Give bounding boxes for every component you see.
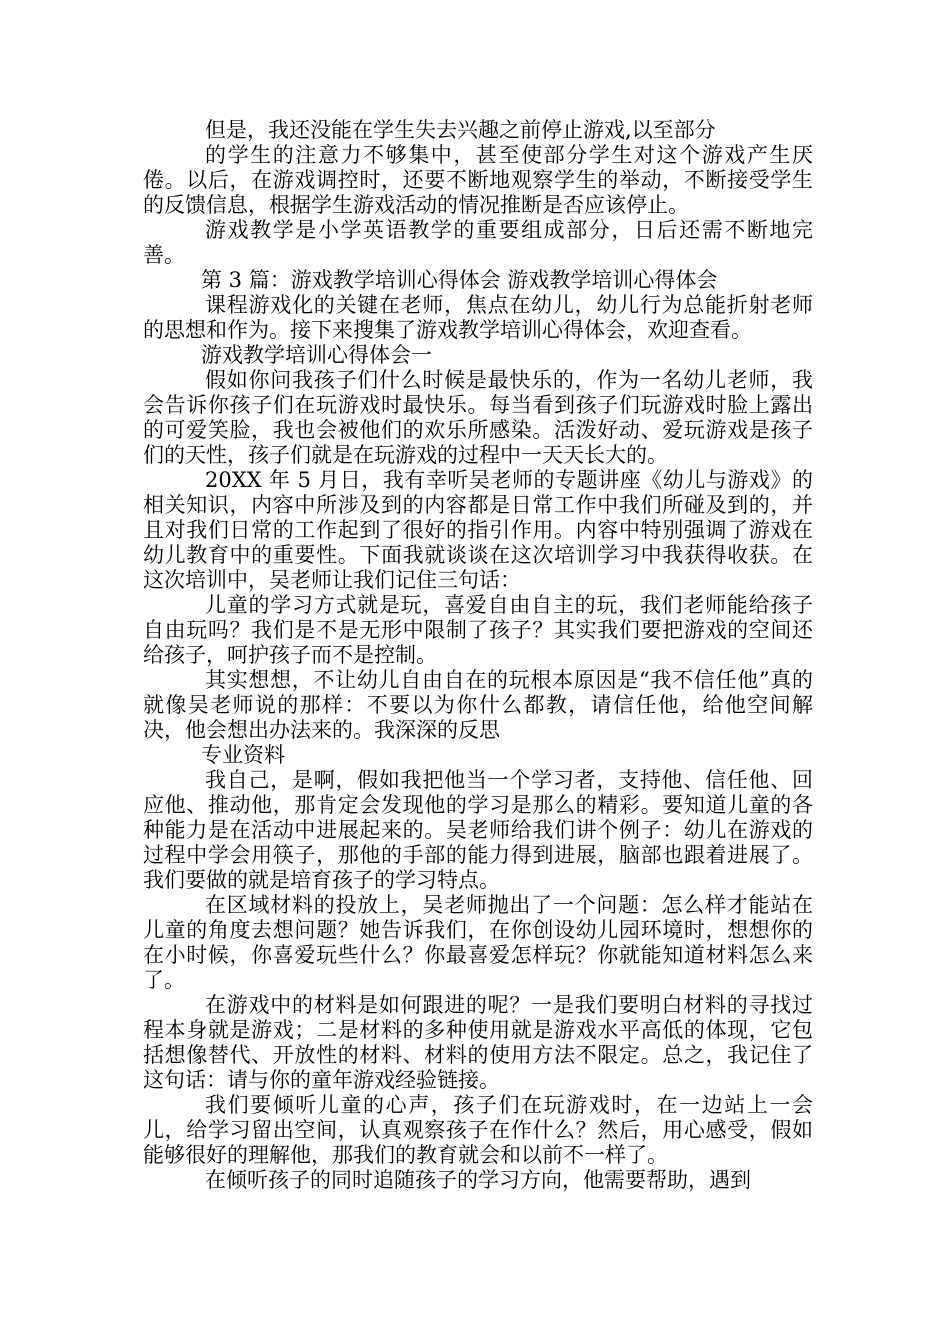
- paragraph: 儿童的学习方式就是玩，喜爱自由自主的玩，我们老师能给孩子自由玩吗？我们是不是无形中限制了孩子？其实我们要把游戏的空间还给孩子，呵护孩子而不是控制。: [143, 593, 813, 667]
- paragraph: 其实想想，不让幼儿自由自在的玩根本原因是“我不信任他”真的就像吴老师说的那样：不要以为你什么都教，请信任他，给他空间解决，他会想出办法来的。我深深的反思: [143, 668, 813, 742]
- paragraph: 在游戏中的材料是如何跟进的呢？一是我们要明白材料的寻找过程本身就是游戏；二是材料的多种使用就是游戏水平高低的体现，它包括想像替代、开放性的材料、材料的使用方法不限定。总之，我记住了这句话：请与你的童年游戏经验链接。: [143, 993, 813, 1092]
- paragraph: 在倾听孩子的同时追随孩子的学习方向，他需要帮助，遇到: [205, 1168, 751, 1192]
- paragraph: 游戏教学是小学英语教学的重要组成部分，日后还需不断地完善。: [143, 218, 813, 267]
- paragraph: 课程游戏化的关键在老师，焦点在幼儿，幼儿行为总能折射老师的思想和作为。接下来搜集了游戏教学培训心得体会，欢迎查看。: [143, 293, 813, 342]
- paragraph: 在区域材料的投放上，吴老师抛出了一个问题：怎么样才能站在儿童的角度去想问题？她告诉我们，在你创设幼儿园环境时，想想你的在小时候，你喜爱玩些什么？你最喜爱怎样玩？你就能知道材料怎么来了。: [143, 893, 813, 992]
- sub-heading: 游戏教学培训心得体会一: [201, 343, 432, 367]
- document-body: [143, 118, 813, 1193]
- paragraph: 20XX 年 5 月日，我有幸听吴老师的专题讲座《幼儿与游戏》的相关知识，内容中所涉及到的内容都是日常工作中我们所碰及到的，并且对我们日常的工作起到了很好的指引作用。内容中特别强调了游戏在幼儿教育中的重要性。下面我就谈谈在这次培训学习中我获得收获。在这次培训中，吴老师让我们记住三句话：: [143, 468, 813, 592]
- paragraph: 我自己，是啊，假如我把他当一个学习者，支持他、信任他、回应他、推动他，那肯定会发现他的学习是那么的精彩。要知道儿童的各种能力是在活动中进展起来的。吴老师给我们讲个例子：幼儿在游戏的过程中学会用筷子，那他的手部的能力得到进展，脑部也跟着进展了。我们要做的就是培育孩子的学习特点。: [143, 768, 813, 892]
- paragraph: 的学生的注意力不够集中，甚至使部分学生对这个游戏产生厌倦。以后，在游戏调控时，还要不断地观察学生的举动，不断接受学生的反馈信息，根据学生游戏活动的情况推断是否应该停止。: [143, 143, 813, 217]
- footer-label: 专业资料: [201, 743, 285, 767]
- paragraph: 我们要倾听儿童的心声，孩子们在玩游戏时，在一边站上一会儿，给学习留出空间，认真观察孩子在作什么？然后，用心感受，假如能够很好的理解他，那我们的教育就会和以前不一样了。: [143, 1093, 813, 1167]
- section-heading: 第 3 篇：游戏教学培训心得体会 游戏教学培训心得体会: [201, 268, 718, 292]
- paragraph: 但是，我还没能在学生失去兴趣之前停止游戏,以至部分: [205, 118, 716, 142]
- paragraph: 假如你问我孩子们什么时候是最快乐的，作为一名幼儿老师，我会告诉你孩子们在玩游戏时最快乐。每当看到孩子们玩游戏时脸上露出的可爱笑脸，我也会被他们的欢乐所感染。活泼好动、爱玩游戏是孩子们的天性，孩子们就是在玩游戏的过程中一天天长大的。: [143, 368, 813, 467]
